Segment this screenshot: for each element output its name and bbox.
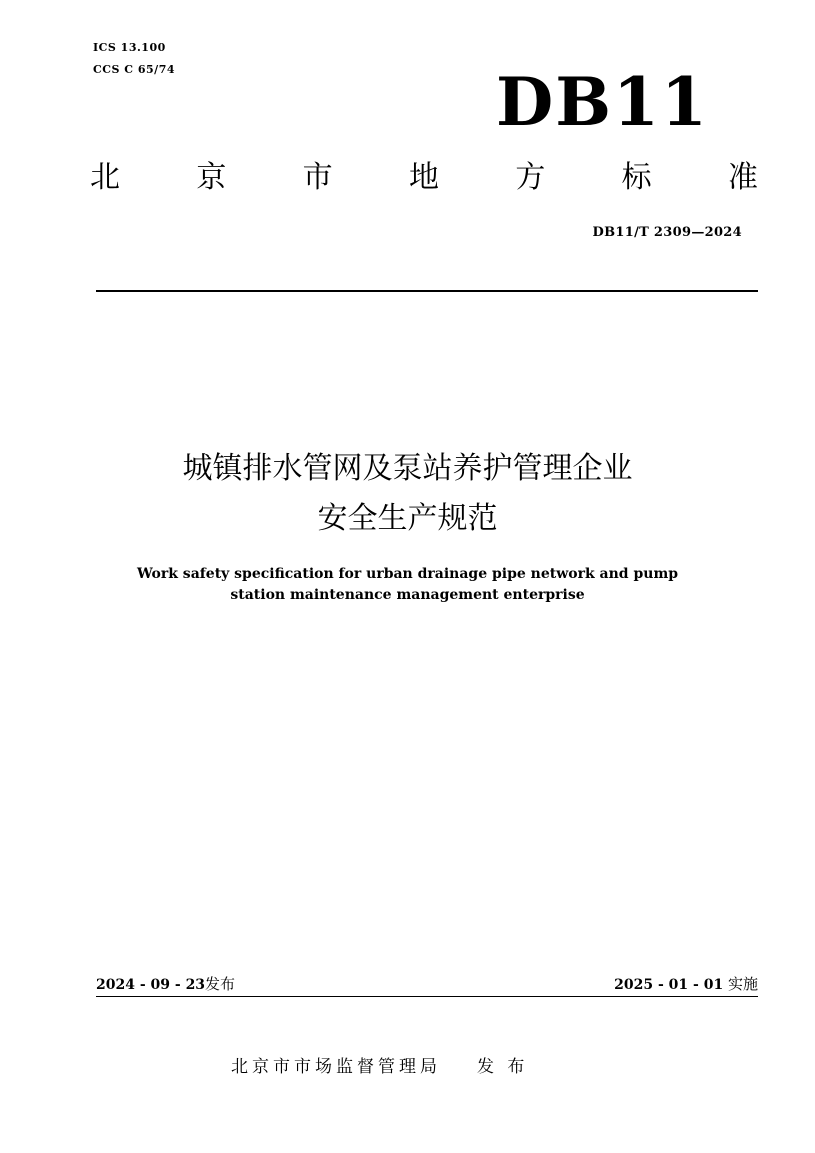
standard-type-char: 市 [302, 160, 333, 195]
effective-date: 2025 - 01 - 01 [614, 977, 724, 993]
ccs-code: CCS C 65/74 [93, 63, 176, 76]
standard-type-char: 准 [727, 160, 758, 195]
issue-date: 2024 - 09 - 23 [96, 977, 206, 993]
standard-type-char: 地 [408, 160, 439, 195]
publisher-name: 北京市市场监督管理局 [231, 1057, 441, 1077]
date-row [96, 973, 758, 996]
title-chinese [0, 444, 815, 544]
standard-type-char: 方 [515, 160, 546, 195]
title-cn-line2: 安全生产规范 [317, 501, 498, 536]
publish-label: 发 布 [477, 1057, 529, 1077]
publisher-line [231, 1054, 528, 1080]
bottom-divider [96, 996, 758, 997]
standard-number: DB11/T 2309—2024 [592, 225, 742, 240]
effective-info [614, 973, 758, 996]
title-english [0, 564, 815, 606]
standard-type-char: 京 [196, 160, 227, 195]
title-cn-line1: 城镇排水管网及泵站养护管理企业 [182, 451, 633, 486]
title-en-line2: station maintenance management enterprise [230, 587, 585, 603]
issue-label: 发布 [205, 975, 236, 993]
standard-type-heading [90, 158, 758, 198]
effective-label: 实施 [727, 975, 758, 993]
top-divider [96, 290, 758, 292]
issue-info [96, 973, 235, 996]
standard-type-char: 标 [621, 160, 652, 195]
db-logo: DB11 [496, 63, 709, 141]
title-en-line1: Work safety specification for urban drainage pipe network and pump [136, 566, 679, 582]
ics-code: ICS 13.100 [93, 41, 166, 54]
standard-type-char: 北 [90, 160, 120, 195]
